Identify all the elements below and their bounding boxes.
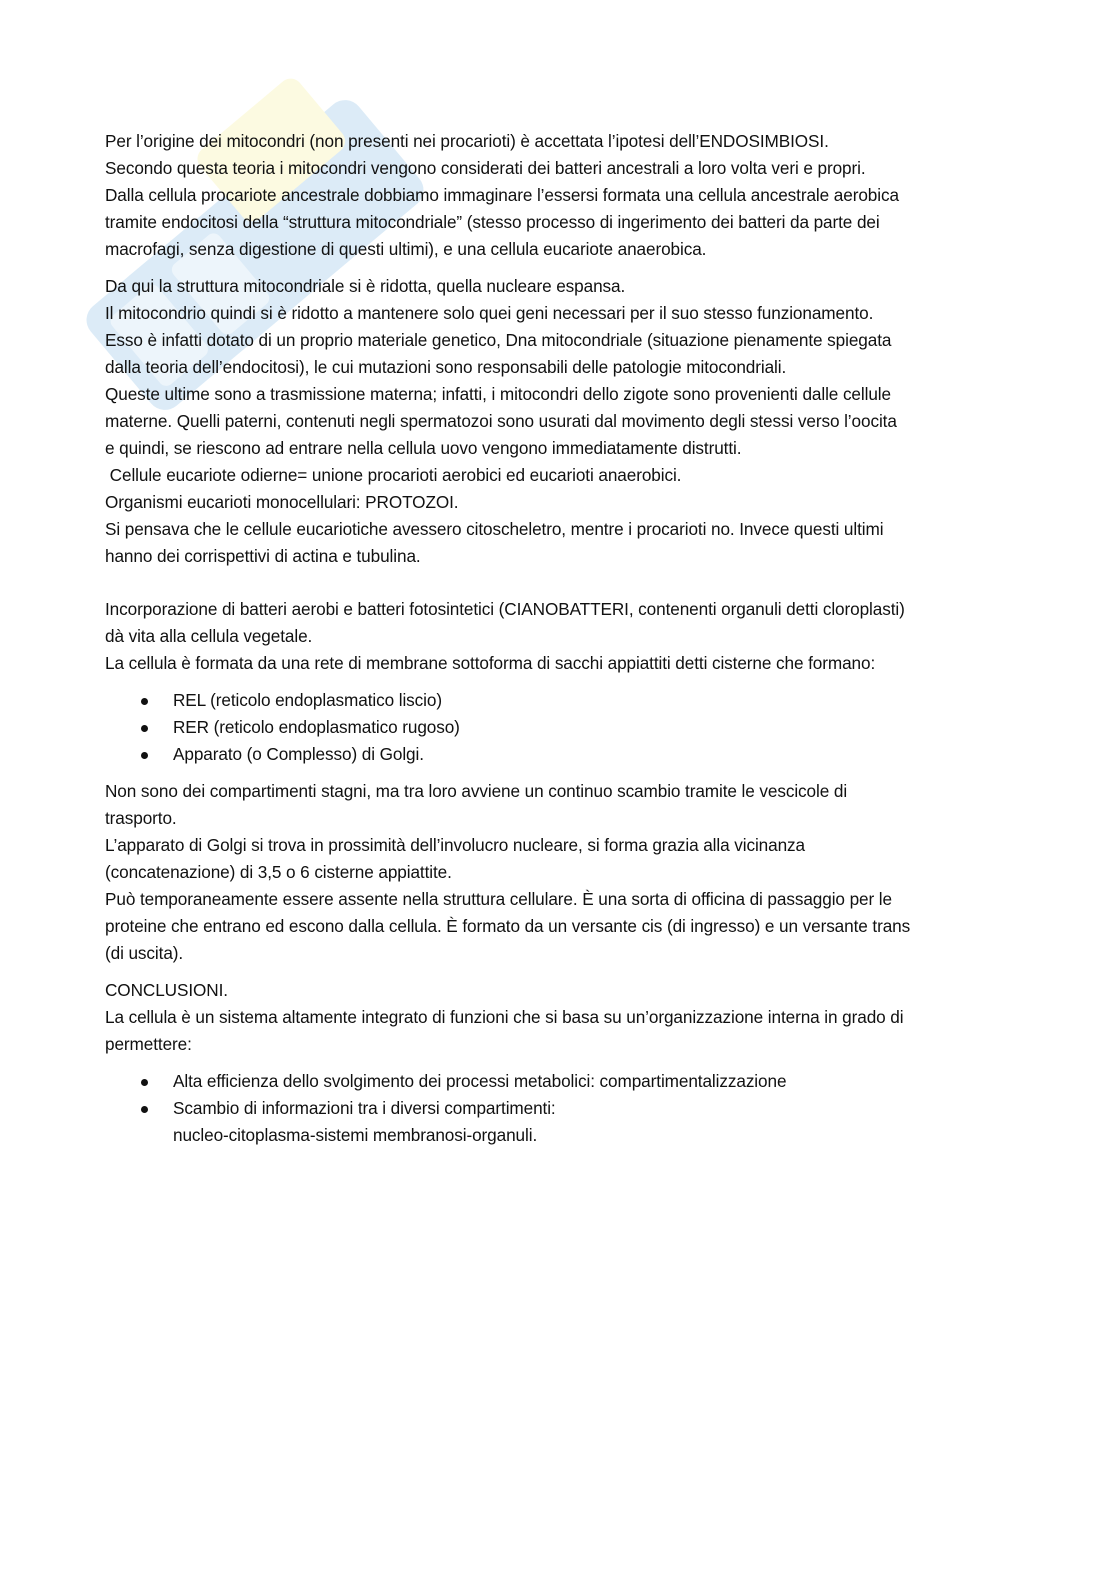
list-item — [105, 687, 1017, 714]
text-line: materne. Quelli paterni, contenuti negli spermatozoi sono usurati dal movimento degli stessi verso l’oocita — [105, 411, 897, 431]
conclusion-list — [105, 1068, 1017, 1149]
membrane-list — [105, 687, 1017, 768]
conclusion-paragraph — [105, 977, 1017, 1058]
text-line: La cellula è formata da una rete di membrane sottoforma di sacchi appiattiti detti cisterne che formano: — [105, 653, 876, 673]
text-line: trasporto. — [105, 808, 177, 828]
text-line: Da qui la struttura mitocondriale si è ridotta, quella nucleare espansa. — [105, 276, 626, 296]
text-line: macrofagi, senza digestione di questi ultimi), e una cellula eucariote anaerobica. — [105, 239, 707, 259]
text-line: Per l’origine dei mitocondri (non presenti nei procarioti) è accettata l’ipotesi dell’ENDOSIMBIOSI. — [105, 131, 829, 151]
text-line: Può temporaneamente essere assente nella struttura cellulare. È una sorta di officina di passaggio per le — [105, 889, 892, 909]
bullet-icon — [141, 1106, 148, 1113]
list-item-text: Apparato (o Complesso) di Golgi. — [173, 744, 424, 764]
text-line: e quindi, se riescono ad entrare nella cellula uovo vengono immediatamente distrutti. — [105, 438, 742, 458]
text-line: (concatenazione) di 3,5 o 6 cisterne appiattite. — [105, 862, 452, 882]
text-line: hanno dei corrispettivi di actina e tubulina. — [105, 546, 421, 566]
text-line: dà vita alla cellula vegetale. — [105, 626, 313, 646]
list-item-text: REL (reticolo endoplasmatico liscio) — [173, 690, 442, 710]
mitochondria-paragraph — [105, 273, 1017, 570]
list-item-text: nucleo-citoplasma-sistemi membranosi-organuli. — [173, 1125, 538, 1145]
plant-cell-paragraph — [105, 596, 1017, 677]
list-item — [105, 741, 1017, 768]
text-line: Dalla cellula procariote ancestrale dobbiamo immaginare l’essersi formata una cellula ancestrale aerobica — [105, 185, 899, 205]
intro-paragraph — [105, 128, 1017, 263]
text-line: dalla teoria dell’endocitosi), le cui mutazioni sono responsabili delle patologie mitocondriali. — [105, 357, 787, 377]
text-line: L’apparato di Golgi si trova in prossimità dell’involucro nucleare, si forma grazia alla vicinanza — [105, 835, 806, 855]
list-item — [105, 714, 1017, 741]
golgi-paragraph — [105, 778, 1017, 967]
text-line: Organismi eucarioti monocellulari: PROTOZOI. — [105, 492, 459, 512]
text-line: Queste ultime sono a trasmissione materna; infatti, i mitocondri dello zigote sono provenienti dalle cellule — [105, 384, 891, 404]
list-item-text: Scambio di informazioni tra i diversi compartimenti: — [173, 1098, 556, 1118]
conclusion-heading: CONCLUSIONI. — [105, 980, 228, 1000]
document-body — [105, 128, 1017, 1149]
bullet-icon — [141, 752, 148, 759]
bullet-icon — [141, 698, 148, 705]
text-line: (di uscita). — [105, 943, 184, 963]
list-item-text: RER (reticolo endoplasmatico rugoso) — [173, 717, 460, 737]
text-line: Non sono dei compartimenti stagni, ma tra loro avviene un continuo scambio tramite le vescicole di — [105, 781, 848, 801]
text-line: Il mitocondrio quindi si è ridotto a mantenere solo quei geni necessari per il suo stesso funzionamento. — [105, 303, 874, 323]
list-item — [105, 1068, 1017, 1095]
text-line: La cellula è un sistema altamente integrato di funzioni che si basa su un’organizzazione interna in grado di — [105, 1007, 904, 1027]
text-line: Incorporazione di batteri aerobi e batteri fotosintetici (CIANOBATTERI, contenenti organuli detti cloroplasti) — [105, 599, 905, 619]
text-line: permettere: — [105, 1034, 192, 1054]
bullet-icon — [141, 725, 148, 732]
text-line: Cellule eucariote odierne= unione procarioti aerobici ed eucarioti anaerobici. — [105, 465, 682, 485]
list-item-text: Alta efficienza dello svolgimento dei processi metabolici: compartimentalizzazione — [173, 1071, 787, 1091]
text-line: Secondo questa teoria i mitocondri vengono considerati dei batteri ancestrali a loro volta veri e propri. — [105, 158, 866, 178]
text-line: Esso è infatti dotato di un proprio materiale genetico, Dna mitocondriale (situazione pienamente spiegata — [105, 330, 892, 350]
text-line: tramite endocitosi della “struttura mitocondriale” (stesso processo di ingerimento dei batteri da parte dei — [105, 212, 880, 232]
text-line: Si pensava che le cellule eucariotiche avessero citoscheletro, mentre i procarioti no. Invece questi ultimi — [105, 519, 884, 539]
text-line: proteine che entrano ed escono dalla cellula. È formato da un versante cis (di ingresso) e un versante trans — [105, 916, 911, 936]
bullet-icon — [141, 1079, 148, 1086]
list-item — [105, 1095, 1017, 1149]
